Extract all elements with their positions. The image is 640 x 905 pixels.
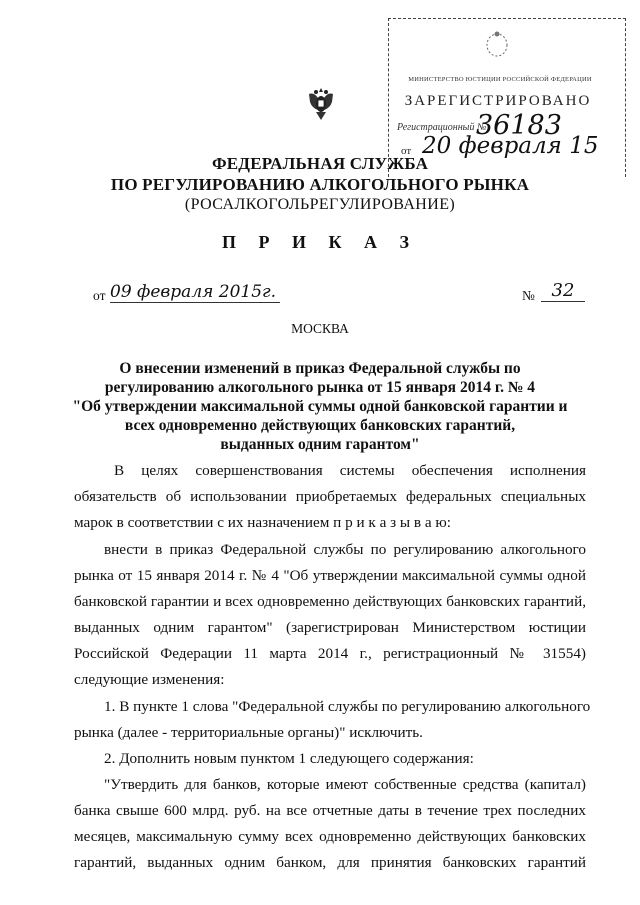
- body-line: марок в соответствии с их назначением п р и к а з ы в а ю:: [74, 514, 451, 531]
- stamp-ministry: МИНИСТЕРСТВО ЮСТИЦИИ РОССИЙСКОЙ ФЕДЕРАЦИИ: [408, 76, 592, 83]
- order-date: 09 февраля 2015г.: [110, 282, 280, 303]
- order-number-prefix: №: [522, 288, 535, 303]
- stamp-reg-number-label: Регистрационный №: [397, 122, 487, 133]
- stamp-reg-number: 36183: [476, 110, 562, 141]
- body-line: "Утвердить для банков, которые имеют собственные средства (капитал): [104, 776, 586, 793]
- city: МОСКВА: [291, 321, 349, 336]
- body-line: внести в приказ Федеральной службы по регулированию алкогольного: [104, 541, 586, 558]
- body-line: банковской гарантии и всех одновременно действующих банковских гарантий,: [74, 593, 586, 610]
- body-line: 1. В пункте 1 слова "Федеральной службы по регулированию алкогольного: [104, 698, 591, 715]
- header-agency-line2: ПО РЕГУЛИРОВАНИЮ АЛКОГОЛЬНОГО РЫНКА: [110, 175, 530, 194]
- stamp-registered: ЗАРЕГИСТРИРОВАНО: [404, 93, 592, 109]
- order-title-line: всех одновременно действующих банковских гарантий,: [124, 417, 516, 434]
- body-line: следующие изменения:: [74, 671, 225, 688]
- order-number: 32: [541, 280, 585, 302]
- header-agency-abbr: (РОСАЛКОГОЛЬРЕГУЛИРОВАНИЕ): [184, 196, 456, 213]
- stamp-emblem-icon: [482, 28, 512, 60]
- stamp-date: 20 февраля 15: [422, 133, 599, 159]
- body-line: рынка от 15 января 2014 г. № 4 "Об утверждении максимальной суммы одной: [74, 567, 586, 584]
- body-line: выданных одним гарантом" (зарегистрирован Министерством юстиции: [74, 619, 586, 636]
- body-line: банка свыше 600 млрд. руб. на все отчетные даты в течение трех последних: [74, 802, 586, 819]
- order-date-prefix: от: [93, 288, 106, 303]
- order-title-line: регулированию алкогольного рынка от 15 января 2014 г. № 4: [104, 379, 536, 396]
- body-line: гарантий, выданных одним банком, для принятия банковских гарантий: [74, 854, 586, 871]
- body-line: месяцев, максимальную сумму всех одновременно действующих банковских: [74, 828, 586, 845]
- stamp-date-prefix: от: [401, 145, 412, 157]
- body-line: В целях совершенствования системы обеспечения исполнения: [114, 462, 586, 479]
- order-title-line: "Об утверждении максимальной суммы одной банковской гарантии и: [72, 398, 568, 415]
- body-line: обязательств об использовании приобретаемых федеральных специальных: [74, 488, 586, 505]
- body-line: Российской Федерации 11 марта 2014 г., регистрационный № 31554): [74, 645, 586, 662]
- body-line: 2. Дополнить новым пунктом 1 следующего содержания:: [104, 750, 474, 767]
- document-type: П Р И К А З: [221, 232, 419, 252]
- body-line: рынка (далее - территориальные органы)" исключить.: [74, 724, 423, 741]
- order-title-line: выданных одним гарантом": [220, 436, 420, 453]
- order-title-line: О внесении изменений в приказ Федеральной службы по: [119, 360, 521, 377]
- header-agency-line1: ФЕДЕРАЛЬНАЯ СЛУЖБА: [211, 154, 429, 173]
- coat-of-arms-icon: [306, 84, 336, 122]
